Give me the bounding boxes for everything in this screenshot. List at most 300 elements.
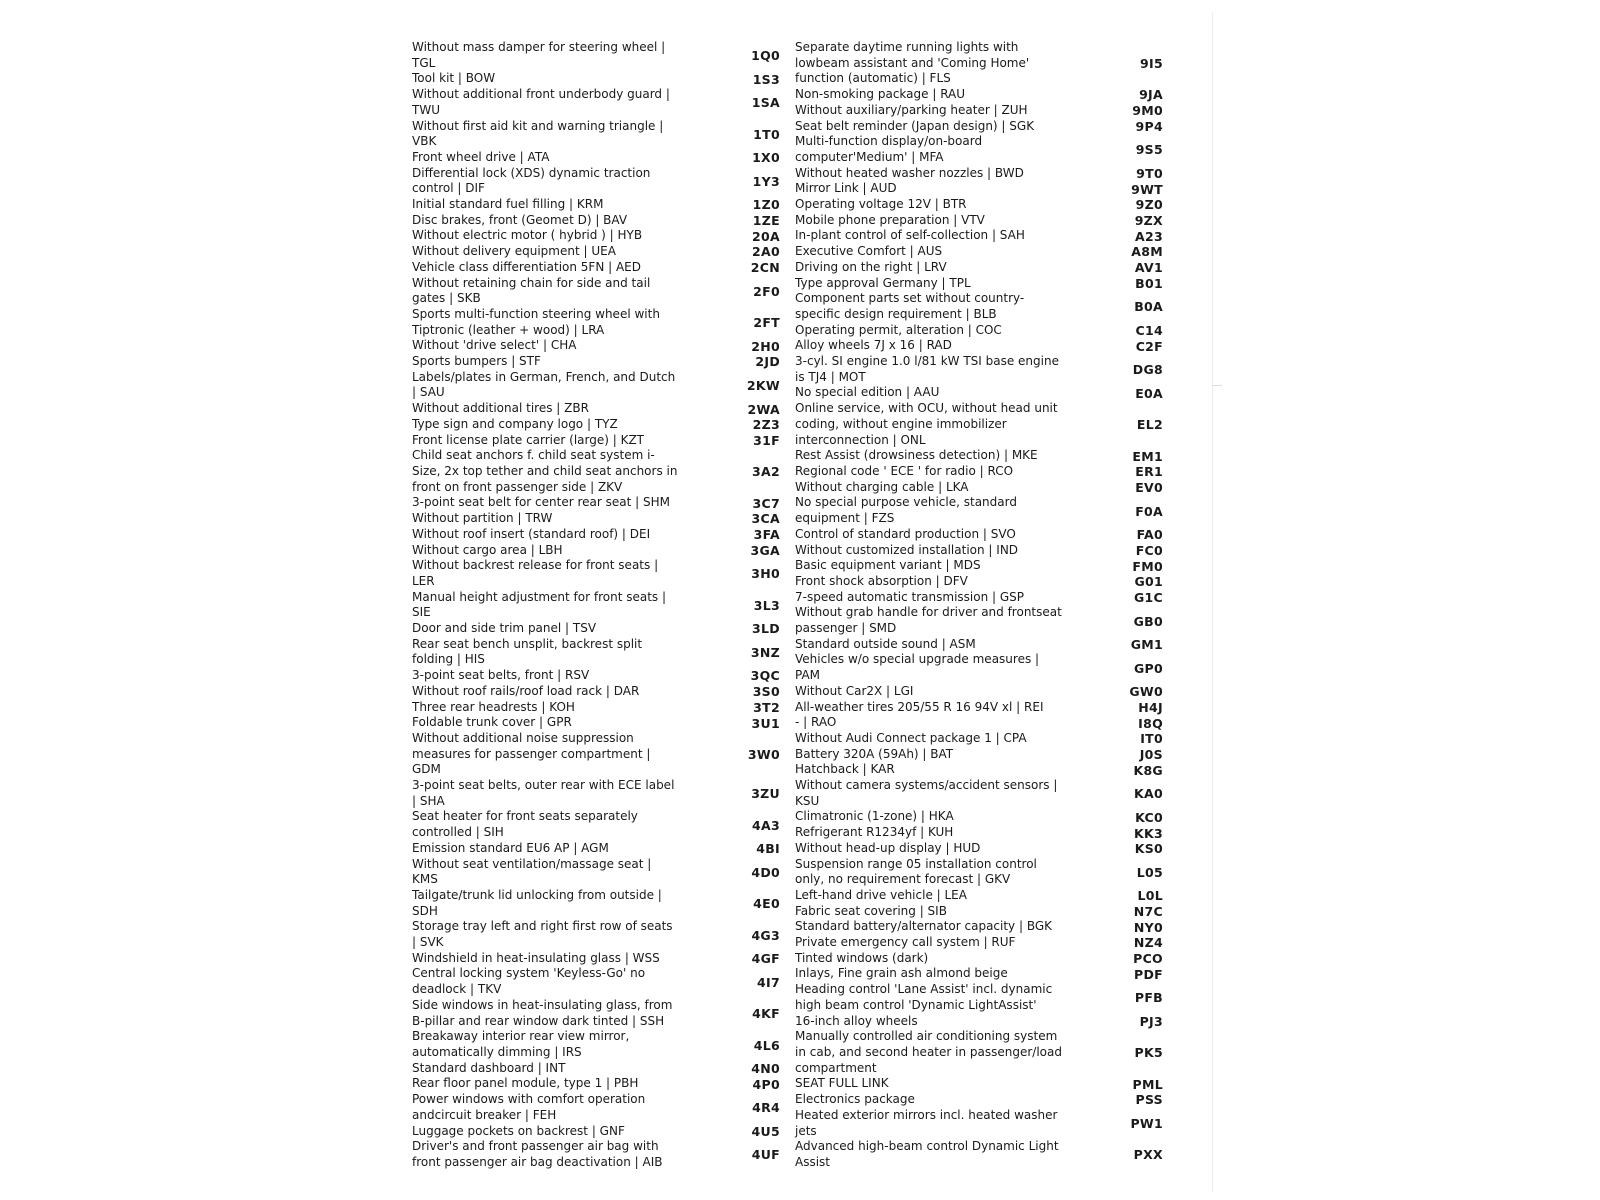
option-code: IT0 [1140,731,1163,747]
option-row [412,1029,792,1060]
option-description: Front wheel drive | ATA [412,149,550,164]
option-code: 2A0 [752,244,780,260]
option-row [795,825,1175,841]
option-row [412,590,792,621]
option-description: Fabric seat covering | SIB [795,903,947,918]
option-description: Child seat anchors f. child seat system i-Size, 2x top tether and child seat anchors in front on front passenger side | ZKV [412,448,678,494]
option-row [412,919,792,950]
option-code: A23 [1135,228,1163,244]
option-row [795,448,1175,464]
option-description: Emission standard EU6 AP | AGM [412,840,609,855]
option-row [412,558,792,589]
option-code: 4A3 [752,817,780,833]
option-row [795,166,1175,182]
option-row [412,197,792,213]
option-description: Without 'drive select' | CHA [412,338,577,353]
option-description: Without additional front underbody guard | TWU [412,87,670,117]
option-description: Initial standard fuel filling | KRM [412,197,604,212]
option-code: GW0 [1129,684,1163,700]
option-row [795,605,1175,636]
option-code: 3GA [750,542,780,558]
option-code: GM1 [1130,637,1163,653]
option-description: Windshield in heat-insulating glass | WSS [412,950,660,965]
option-description: 3-point seat belt for center rear seat | SHM [412,495,670,510]
option-row [412,511,792,527]
option-code: 1Y3 [752,173,780,189]
option-description: 3-point seat belts, front | RSV [412,668,590,683]
option-row [412,809,792,840]
option-row [412,1092,792,1123]
option-code: FA0 [1136,527,1163,543]
option-row [795,715,1175,731]
option-row [795,40,1175,87]
option-code: NY0 [1133,919,1163,935]
option-code: KS0 [1134,841,1163,857]
page-edge-tick [1212,385,1222,386]
option-code: PXX [1133,1147,1163,1163]
option-code: 4GF [751,951,780,967]
option-code: 9T0 [1136,165,1163,181]
option-description: Operating permit, alteration | COC [795,322,1002,337]
option-description: Climatronic (1-zone) | HKA [795,809,954,824]
option-code: PDF [1134,966,1163,982]
option-row [412,417,792,433]
option-row [412,71,792,87]
option-row [412,1139,792,1170]
option-code: 20A [752,228,780,244]
option-description: Without customized installation | IND [795,542,1019,557]
option-row [795,197,1175,213]
option-description: Without roof rails/roof load rack | DAR [412,683,640,698]
option-row [412,700,792,716]
option-description: Standard outside sound | ASM [795,636,976,651]
option-code: 4UF [751,1147,780,1163]
option-description: Left-hand drive vehicle | LEA [795,887,967,902]
option-code: 4R4 [752,1100,780,1116]
option-code: 3H0 [751,566,780,582]
option-row [412,495,792,511]
option-code: N7C [1133,904,1163,920]
option-description: Seat belt reminder (Japan design) | SGK [795,118,1035,133]
option-code: ER1 [1135,464,1163,480]
option-code: C14 [1135,323,1163,338]
option-description: Component parts set without country-specific design requirement | BLB [795,291,1025,321]
option-row [412,543,792,559]
option-description: Tool kit | BOW [412,71,496,86]
option-row [412,1061,792,1077]
option-code: G1C [1133,589,1163,605]
option-description: Without additional noise suppression measures for passenger compartment | GDM [412,730,651,777]
option-row [412,87,792,118]
option-row [795,982,1175,1013]
option-description: Front license plate carrier (large) | KZT [412,432,645,447]
option-code: 9Z0 [1135,197,1163,213]
option-code: 3A2 [752,464,780,480]
option-code: 1S3 [752,71,780,87]
option-code: 4N0 [751,1061,780,1077]
option-code: L0L [1137,888,1163,904]
option-description: No special purpose vehicle, standard equipment | FZS [795,495,1017,526]
option-code: 2Z3 [752,417,780,433]
option-row [795,181,1175,197]
option-code: KC0 [1135,809,1163,825]
option-description: Without mass damper for steering wheel | TGL [412,40,666,70]
option-row [795,401,1175,448]
option-description: Without electric motor ( hybrid ) | HYB [412,228,643,243]
option-row [795,134,1175,165]
option-description: Driver's and front passenger air bag with front passenger air bag deactivation | AIB [412,1139,663,1169]
option-row [795,935,1175,951]
option-code: 4I7 [757,974,780,990]
option-code: H4J [1138,699,1163,715]
option-description: Executive Comfort | AUS [795,244,943,259]
option-row [795,119,1175,135]
option-code: PFB [1134,990,1163,1006]
option-description: Without first aid kit and warning triangle | VBK [412,118,664,149]
option-description: Without grab handle for driver and frontseat passenger | SMD [795,605,1062,636]
option-row [795,558,1175,574]
option-row [412,433,792,449]
option-row [795,244,1175,260]
option-description: Rest Assist (drowsiness detection) | MKE [795,448,1038,463]
option-description: Mobile phone preparation | VTV [795,212,985,227]
option-row [795,260,1175,276]
option-row [795,919,1175,935]
option-code: GB0 [1133,613,1163,629]
option-row [795,228,1175,244]
option-row [412,888,792,919]
option-description: Power windows with comfort operation andcircuit breaker | FEH [412,1092,646,1122]
option-code: DG8 [1132,362,1163,378]
option-code: B01 [1135,275,1163,291]
option-code: K8G [1133,762,1163,778]
option-row [795,480,1175,496]
option-description: Online service, with OCU, without head unit coding, without engine immobilizer interconnection | ONL [795,401,1058,447]
option-description: Vehicle class differentiation 5FN | AED [412,259,642,274]
option-row [412,448,792,495]
option-code: 3U1 [751,715,780,731]
option-code: 9ZX [1134,213,1163,229]
option-row [795,338,1175,354]
option-description: Manual height adjustment for front seats | SIE [412,589,667,620]
option-code: 3LD [752,621,780,637]
option-row [412,998,792,1029]
option-code: 1Q0 [751,48,780,64]
option-description: Battery 320A (59Ah) | BAT [795,746,954,761]
option-code: 3FA [753,527,780,543]
option-description: 7-speed automatic transmission | GSP [795,589,1025,604]
option-description: Foldable trunk cover | GPR [412,715,572,730]
option-row [795,574,1175,590]
option-description: Advanced high-beam control Dynamic Light Assist [795,1139,1059,1169]
option-description: Hatchback | KAR [795,762,895,777]
option-code: EM1 [1132,448,1163,464]
option-code: PSS [1135,1092,1163,1108]
option-code: KA0 [1134,786,1163,802]
option-description: 16-inch alloy wheels [795,1013,918,1028]
option-row [795,809,1175,825]
option-description: Tailgate/trunk lid unlocking from outside | SDH [412,887,662,918]
option-row [795,1014,1175,1030]
option-description: Separate daytime running lights with lowbeam assistant and 'Coming Home' function (automatic) | FLS [795,40,1030,86]
option-code: 1T0 [753,126,780,142]
right-code-column [795,40,1175,1171]
option-description: - | RAO [795,715,837,730]
option-code: 3QC [750,668,780,684]
option-code: B0A [1134,299,1163,315]
option-row [412,621,792,637]
option-row [795,385,1175,401]
option-code: 4G3 [751,927,780,943]
option-code: 3CA [751,511,780,527]
option-row [795,213,1175,229]
option-row [412,966,792,997]
option-description: Control of standard production | SVO [795,526,1016,541]
option-description: Rear seat bench unsplit, backrest split folding | HIS [412,636,643,667]
option-row [795,354,1175,385]
option-code: 1Z0 [752,197,780,213]
option-description: Without additional tires | ZBR [412,401,589,416]
option-description: Disc brakes, front (Geomet D) | BAV [412,212,628,227]
option-code: FM0 [1132,558,1163,574]
option-code: 4D0 [751,864,780,880]
option-row [412,401,792,417]
option-code: GP0 [1133,660,1163,676]
option-code: L05 [1136,864,1163,880]
option-row [795,1092,1175,1108]
option-description: Multi-function display/on-board computer'Medium' | MFA [795,134,983,164]
option-description: Without heated washer nozzles | BWD [795,165,1024,180]
option-description: Labels/plates in German, French, and Dutch | SAU [412,369,676,400]
option-row [412,857,792,888]
option-row [412,951,792,967]
option-row [795,637,1175,653]
option-code: 3W0 [747,746,780,762]
option-code: PCO [1133,951,1163,967]
option-description: Without Audi Connect package 1 | CPA [795,730,1027,745]
option-description: No special edition | AAU [795,385,940,400]
option-row [412,354,792,370]
option-code: 4P0 [752,1076,780,1092]
option-description: Without auxiliary/parking heater | ZUH [795,102,1028,117]
option-row [795,1108,1175,1139]
option-row [412,338,792,354]
option-row [795,495,1175,526]
option-row [412,1124,792,1140]
option-description: Private emergency call system | RUF [795,935,1016,950]
option-code: FC0 [1135,542,1163,558]
option-code: I8Q [1138,715,1163,731]
option-row [412,778,792,809]
option-description: Seat heater for front seats separately controlled | SIH [412,809,638,840]
option-row [412,841,792,857]
option-row [412,684,792,700]
option-row [412,276,792,307]
option-row [412,40,792,71]
option-description: Breakaway interior rear view mirror, automatically dimming | IRS [412,1029,630,1059]
option-description: Regional code ' ECE ' for radio | RCO [795,463,1014,478]
option-code: 4BI [756,841,780,857]
option-code: KK3 [1134,825,1163,841]
option-description: Tinted windows (dark) [795,950,929,965]
option-row [412,370,792,401]
option-description: Side windows in heat-insulating glass, from B-pillar and rear window dark tinted | SSH [412,997,673,1028]
option-row [795,747,1175,763]
option-row [412,668,792,684]
option-row [412,119,792,150]
option-code: 2JD [755,354,780,370]
option-row [795,904,1175,920]
option-code: EL2 [1136,417,1163,433]
option-code: NZ4 [1133,935,1163,951]
option-code: 1ZE [752,213,780,229]
option-code: 3T2 [753,699,780,715]
option-code: 2KW [746,377,780,393]
option-code: 4E0 [753,896,780,912]
option-code: 4L6 [753,1037,780,1053]
option-row [412,260,792,276]
option-row [795,857,1175,888]
option-row [795,731,1175,747]
left-code-column [412,40,792,1171]
option-description: Inlays, Fine grain ash almond beige [795,966,1008,981]
option-description: Sports bumpers | STF [412,354,541,369]
option-row [795,966,1175,982]
option-description: 3-point seat belts, outer rear with ECE label | SHA [412,778,675,808]
option-row [412,228,792,244]
option-description: Without delivery equipment | UEA [412,244,616,259]
option-row [795,543,1175,559]
option-code: 2F0 [753,283,780,299]
option-description: Type sign and company logo | TYZ [412,416,618,431]
option-description: Electronics package [795,1092,915,1107]
option-description: Type approval Germany | TPL [795,275,971,290]
option-row [412,244,792,260]
option-code: 9JA [1139,87,1163,103]
option-description: Non-smoking package | RAU [795,87,966,102]
option-description: Without camera systems/accident sensors | KSU [795,778,1058,808]
option-code: 4KF [752,1006,780,1022]
option-row [795,527,1175,543]
option-row [412,731,792,778]
option-description: Alloy wheels 7J x 16 | RAD [795,338,952,353]
option-description: In-plant control of self-collection | SAH [795,228,1025,243]
option-code: 9P4 [1135,118,1163,134]
option-description: Without backrest release for front seats | LER [412,558,659,588]
option-row [795,762,1175,778]
option-description: Without cargo area | LBH [412,542,563,557]
option-description: Storage tray left and right first row of seats | SVK [412,919,673,950]
option-code: J0S [1139,746,1163,762]
option-description: Mirror Link | AUD [795,181,897,196]
option-code: 9I5 [1140,56,1163,72]
option-description: Standard dashboard | INT [412,1060,566,1075]
option-row [795,87,1175,103]
option-description: Manually controlled air conditioning system in cab, and second heater in passenger/load compartment [795,1029,1062,1075]
option-code: 2H0 [751,338,780,354]
option-code: 1X0 [752,150,780,166]
option-description: Luggage pockets on backrest | GNF [412,1123,625,1138]
option-description: Refrigerant R1234yf | KUH [795,825,954,840]
option-code: G01 [1134,574,1163,590]
option-row [412,1076,792,1092]
option-code: 3C7 [752,495,780,511]
option-description: Central locking system 'Keyless-Go' no deadlock | TKV [412,966,646,997]
option-description: Standard battery/alternator capacity | BGK [795,919,1053,934]
option-description: Basic equipment variant | MDS [795,558,981,573]
option-row [412,166,792,197]
option-row [795,1029,1175,1076]
option-description: Without roof insert (standard roof) | DEI [412,526,651,541]
option-code: 4U5 [751,1123,780,1139]
option-code: F0A [1135,503,1163,519]
option-description: Heading control 'Lane Assist' incl. dynamic high beam control 'Dynamic LightAssist' [795,982,1053,1012]
option-description: Heated exterior mirrors incl. heated washer jets [795,1107,1058,1138]
option-code: PJ3 [1139,1013,1163,1029]
option-code: PK5 [1134,1045,1163,1061]
option-row [795,888,1175,904]
option-code: PML [1132,1076,1163,1092]
option-code: 9S5 [1135,142,1163,158]
option-description: Without charging cable | LKA [795,479,969,494]
option-description: SEAT FULL LINK [795,1076,889,1091]
option-row [795,590,1175,606]
option-code: 3S0 [752,684,780,700]
option-description: Door and side trim panel | TSV [412,621,597,636]
option-row [795,841,1175,857]
option-code: 9WT [1131,181,1163,197]
option-row [412,150,792,166]
option-code: 3ZU [751,786,780,802]
option-code: 2CN [750,260,780,276]
option-code: C2F [1135,338,1163,354]
option-code: 31F [753,432,780,448]
option-description: Without Car2X | LGI [795,683,914,698]
option-row [412,213,792,229]
option-description: Sports multi-function steering wheel with Tiptronic (leather + wood) | LRA [412,306,660,337]
option-code: 9M0 [1132,103,1163,119]
option-row [795,778,1175,809]
option-description: Driving on the right | LRV [795,259,947,274]
option-description: Rear floor panel module, type 1 | PBH [412,1076,639,1091]
option-description: Vehicles w/o special upgrade measures | PAM [795,652,1040,683]
option-code: 3L3 [753,597,780,613]
option-row [795,700,1175,716]
option-code: 2WA [747,401,780,417]
option-description: 3-cyl. SI engine 1.0 l/81 kW TSI base engine is TJ4 | MOT [795,354,1059,384]
option-row [795,684,1175,700]
option-row [412,527,792,543]
option-row [795,951,1175,967]
option-row [412,715,792,731]
option-description: Without head-up display | HUD [795,840,981,855]
option-description: Suspension range 05 installation control only, no requirement forecast | GKV [795,856,1037,887]
option-row [795,652,1175,683]
page-edge-line [1212,12,1213,1192]
option-row [795,323,1175,339]
option-description: Without seat ventilation/massage seat | KMS [412,856,652,887]
option-description: Front shock absorption | DFV [795,573,968,588]
option-row [412,307,792,338]
option-row [795,276,1175,292]
option-description: Differential lock (XDS) dynamic traction control | DIF [412,165,651,196]
option-description: Without retaining chain for side and tail gates | SKB [412,275,651,306]
option-row [795,1076,1175,1092]
option-description: Three rear headrests | KOH [412,699,575,714]
option-description: Without partition | TRW [412,511,553,526]
option-row [412,637,792,668]
option-code: AV1 [1134,260,1163,276]
